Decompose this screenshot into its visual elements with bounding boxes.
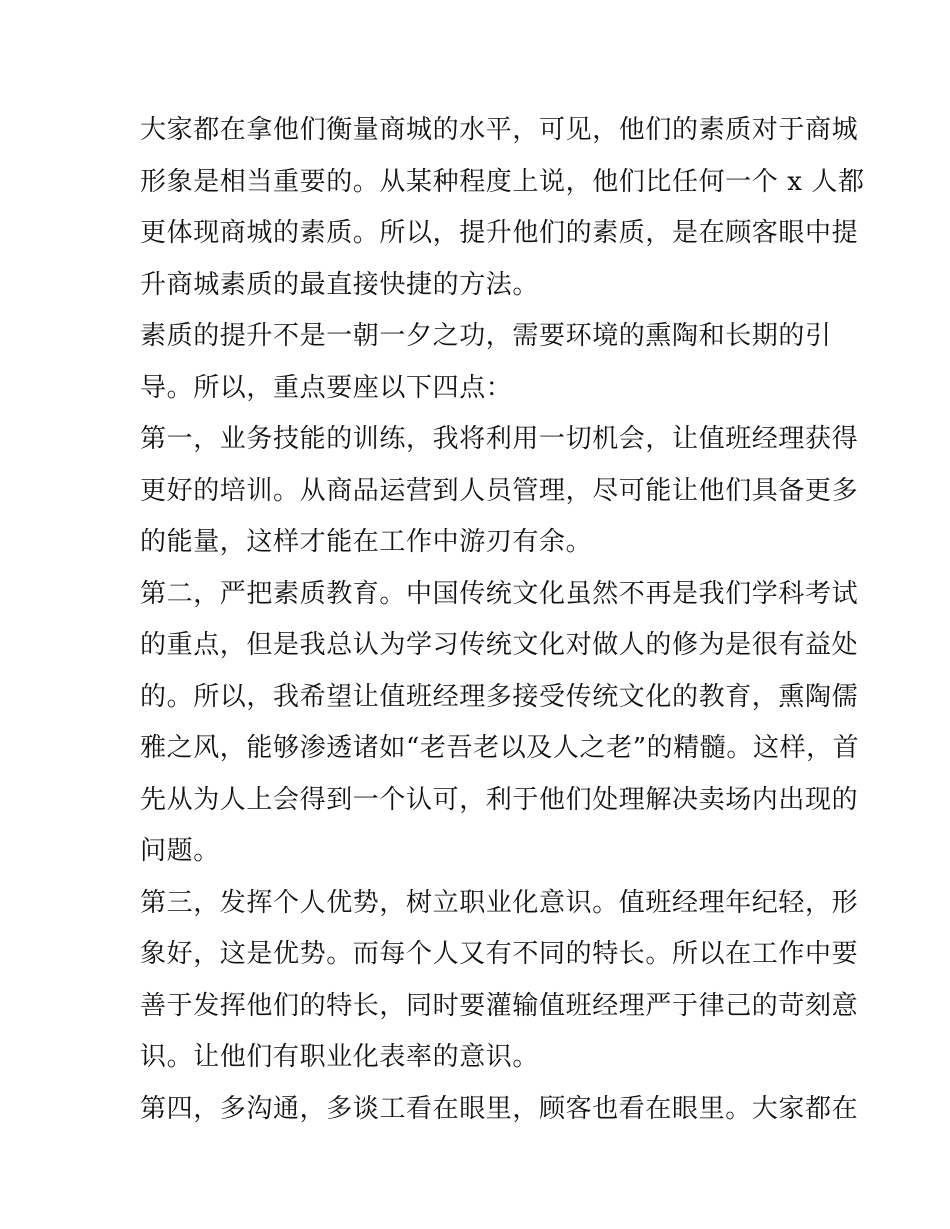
text-line: 更好的培训。从商品运营到人员管理，尽可能让他们具备更多 [140, 475, 859, 506]
text-line: 更体现商城的素质。所以，提升他们的素质，是在顾客眼中提 [140, 218, 859, 248]
text-line: 第一，业务技能的训练，我将利用一切机会，让值班经理获得 [140, 424, 859, 454]
text-line: 问题。 [140, 836, 220, 866]
text-line: 的能量，这样才能在工作中游刃有余。 [140, 527, 593, 557]
text-line: 识。让他们有职业化表率的意识。 [140, 1042, 540, 1072]
text-line: 升商城素质的最直接快捷的方法。 [140, 269, 540, 300]
text-line: 第四，多沟通，多谈工看在眼里，顾客也看在眼里。大家都在 [140, 1093, 859, 1124]
document-body [140, 105, 865, 1135]
text-line: 雅之风，能够渗透诸如“老吾老以及人之老”的精髓。这样，首 [140, 733, 860, 763]
text-line: 形象是相当重要的。从某种程度上说，他们比任何一个 x 人都 [140, 166, 865, 197]
text-line: 先从为人上会得到一个认可，利于他们处理解决卖场内出现的 [140, 784, 859, 815]
text-line: 象好，这是优势。而每个人又有不同的特长。所以在工作中要 [140, 939, 859, 969]
text-line: 第三，发挥个人优势，树立职业化意识。值班经理年纪轻，形 [140, 887, 859, 918]
text-line: 导。所以，重点要座以下四点： [140, 372, 513, 403]
text-line: 的。所以，我希望让值班经理多接受传统文化的教育，熏陶儒 [140, 681, 859, 712]
text-line: 第二，严把素质教育。中国传统文化虽然不再是我们学科考试 [140, 578, 859, 609]
text-line: 的重点，但是我总认为学习传统文化对做人的修为是很有益处 [140, 630, 859, 660]
text-line: 素质的提升不是一朝一夕之功，需要环境的熏陶和长期的引 [140, 321, 832, 351]
text-line: 大家都在拿他们衡量商城的水平，可见，他们的素质对于商城 [140, 115, 859, 145]
text-line: 善于发挥他们的特长，同时要灌输值班经理严于律己的苛刻意 [140, 990, 859, 1021]
